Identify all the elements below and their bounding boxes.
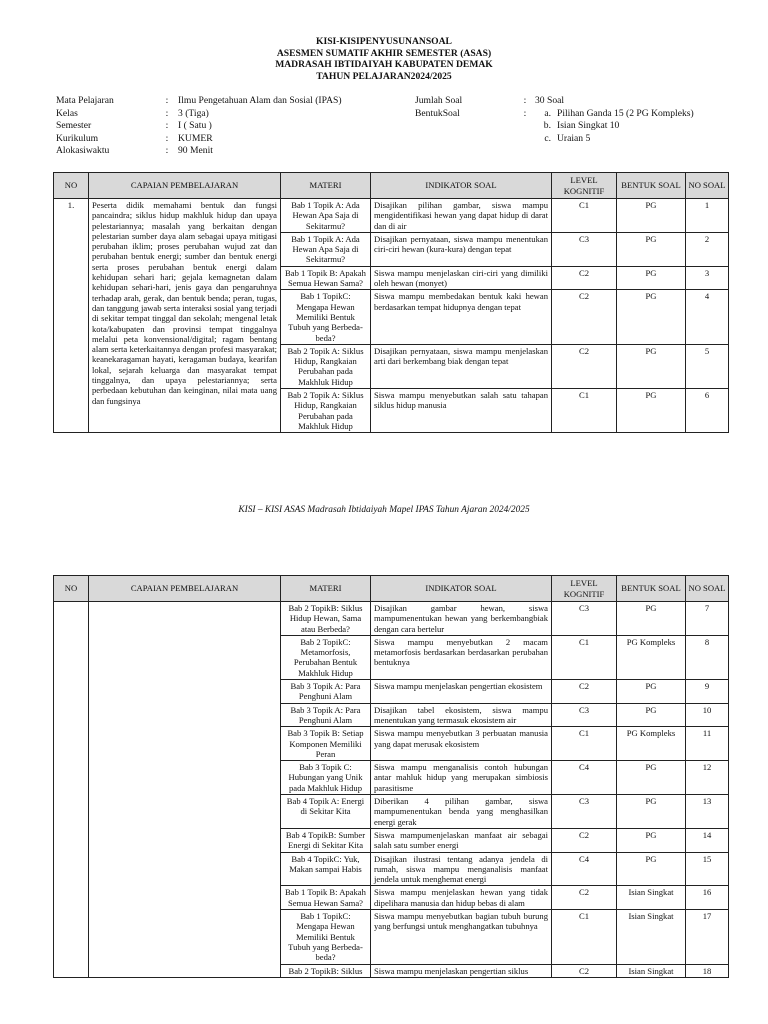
indikator-cell: Diberikan 4 pilihan gambar, siswa mampumenentukan benda yang menghasilkan energi gerak (371, 795, 552, 829)
title-line-3: MADRASAH IBTIDAIYAH KABUPATEN DEMAK (275, 59, 493, 70)
indikator-cell: Disajikan gambar hewan, siswa mampumenentukan hewan yang berkembangbiak dengan cara bertelur (371, 602, 552, 636)
materi-cell: Bab 2 TopikB: Siklus (281, 964, 371, 977)
materi-cell: Bab 2 TopikB: Siklus Hidup Hewan, Sama atau Berbeda? (281, 602, 371, 636)
meta-row (56, 95, 386, 108)
bentuk-cell: PG Kompleks (617, 727, 686, 761)
level-cell: C1 (552, 635, 617, 679)
meta-value: Isian Singkat 10 (557, 120, 620, 131)
level-cell: C2 (552, 344, 617, 388)
row-number-cell (54, 602, 89, 978)
page-footer-note: KISI – KISI ASAS Madrasah Ibtidaiyah Mapel IPAS Tahun Ajaran 2024/2025 (238, 505, 530, 515)
level-cell: C3 (552, 703, 617, 727)
indikator-cell: Disajikan tabel ekosistem, siswa mampu menentukan yang termasuk ekosistem air (371, 703, 552, 727)
meta-row (56, 145, 386, 158)
indikator-cell: Siswa mampu menyebutkan 3 perbuatan manusia yang dapat merusak ekosistem (371, 727, 552, 761)
bentuk-cell: PG (617, 199, 686, 233)
soal-number-cell: 3 (686, 266, 729, 290)
bentuk-cell: PG (617, 389, 686, 433)
materi-cell: Bab 1 TopikC: Mengapa Hewan Memiliki Bentuk Tubuh yang Berbeda-beda? (281, 910, 371, 964)
meta-value: Uraian 5 (557, 132, 591, 144)
document-header (0, 36, 768, 82)
meta-colon: : (165, 107, 169, 119)
title-line-1: KISI-KISIPENYUSUNANSOAL (316, 36, 452, 47)
bentuk-cell: PG (617, 290, 686, 344)
table-header-row (54, 173, 729, 199)
soal-number-cell: 1 (686, 199, 729, 233)
indikator-cell: Disajikan ilustrasi tentang adanya jendela di rumah, siswa mampu menganalisis manfaat jendela untuk menghemat energi (371, 852, 552, 886)
materi-cell: Bab 3 Topik B: Setiap Komponen Memiliki Peran (281, 727, 371, 761)
bentuk-cell: PG (617, 680, 686, 704)
capaian-cell (89, 602, 281, 978)
soal-number-cell: 15 (686, 852, 729, 886)
level-cell: C2 (552, 290, 617, 344)
meta-colon: : (523, 107, 527, 119)
indikator-cell: Siswa mampu menyebutkan salah satu tahapan siklus hidup manusia (371, 389, 552, 433)
materi-cell: Bab 2 TopikC: Metamorfosis, Perubahan Bentuk Makhluk Hidup (281, 635, 371, 679)
meta-row (415, 95, 735, 108)
bentuk-cell: PG (617, 828, 686, 852)
level-cell: C2 (552, 266, 617, 290)
meta-colon: : (165, 120, 169, 131)
materi-cell: Bab 1 Topik A: Ada Hewan Apa Saja di Sekitarmu? (281, 199, 371, 233)
level-cell: C4 (552, 852, 617, 886)
col-header-materi: MATERI (281, 173, 371, 199)
soal-number-cell: 17 (686, 910, 729, 964)
indikator-cell: Siswa mampu menganalisis contoh hubungan antar mahluk hidup yang merupakan simbiosis parasitisme (371, 761, 552, 795)
soal-number-cell: 8 (686, 635, 729, 679)
col-header-indikator: INDIKATOR SOAL (371, 173, 552, 199)
materi-cell: Bab 4 TopikB: Sumber Energi di Sekitar Kita (281, 828, 371, 852)
soal-number-cell: 4 (686, 290, 729, 344)
level-cell: C3 (552, 602, 617, 636)
indikator-cell: Disajikan pernyataan, siswa mampu menentukan ciri-ciri hewan (kura-kura) dengan tepat (371, 232, 552, 266)
bentuk-cell: Isian Singkat (617, 886, 686, 910)
col-header-no: NO (54, 173, 89, 199)
materi-cell: Bab 4 Topik A: Energi di Sekitar Kita (281, 795, 371, 829)
level-cell: C2 (552, 964, 617, 977)
indikator-cell: Siswa mampu menjelaskan hewan yang tidak dipelihara manusia dan hidup bebas di alam (371, 886, 552, 910)
meta-label: Alokasiwaktu (56, 145, 110, 156)
meta-label: Kelas (56, 107, 78, 119)
materi-cell: Bab 3 Topik A: Para Penghuni Alam (281, 703, 371, 727)
title-line-2: ASESMEN SUMATIF AKHIR SEMESTER (ASAS) (276, 47, 492, 59)
indikator-cell: Siswa mampu menyebutkan 2 macam metamorfosis berdasarkan berdasarkan perubahan bentuknya (371, 635, 552, 679)
bentuk-cell: PG (617, 344, 686, 388)
list-marker: c. (544, 132, 551, 144)
col-header-level: LEVEL KOGNITIF (552, 173, 617, 199)
table-row (54, 199, 729, 233)
col-header-capaian: CAPAIAN PEMBELAJARAN (89, 576, 281, 602)
level-cell: C2 (552, 828, 617, 852)
soal-number-cell: 9 (686, 680, 729, 704)
col-header-no-soal: NO SOAL (686, 173, 729, 199)
meta-colon: : (165, 145, 169, 156)
kisi-table-page-1 (53, 172, 729, 433)
materi-cell: Bab 3 Topik A: Para Penghuni Alam (281, 680, 371, 704)
materi-cell: Bab 1 Topik B: Apakah Semua Hewan Sama? (281, 886, 371, 910)
col-header-materi: MATERI (281, 576, 371, 602)
soal-number-cell: 10 (686, 703, 729, 727)
soal-number-cell: 5 (686, 344, 729, 388)
meta-value: 90 Menit (178, 145, 213, 156)
meta-label: Semester (56, 120, 92, 131)
list-marker: b. (543, 120, 551, 131)
level-cell: C2 (552, 886, 617, 910)
metadata-right (415, 95, 735, 145)
meta-label: BentukSoal (415, 107, 460, 119)
meta-value: 30 Soal (535, 95, 565, 106)
capaian-cell: Peserta didik memahami bentuk dan fungsi pancaindra; siklus hidup makhluk hidup dan upaya pelestariannya; masalah yang berkaitan dengan pelestarian sumber daya alam sebagai upaya mitigasi perubahan iklim; proses perubahan wujud zat dan perubahan bentuk energi; sumber dan bentuk energi serta proses perubahan bentuk energi dalam kehidupan sehari hari; gejala kemagnetan dalam kehidupan sehari-hari, jenis gaya dan pengaruhnya terhadap arah, gerak, dan bentuk benda; peran, tugas, dan tanggung jawab serta interaksi sosial yang terjadi di sekitar tempat tinggal dan sekolah; mengenal letak kota/kabupaten dan provinsi tempat tinggalnya melalui peta konvensional/digital; ragam bentang alam serta keterkaitannya dengan profesi masyarakat; keanekaragaman hayati, keragaman budaya, kearifan lokal, sejarah keluarga dan masyarakat tempat tinggalnya, dan upaya pelestariannya; serta perbedaan kebutuhan dan keinginan, nilai mata uang dan fungsinya (89, 199, 281, 433)
level-cell: C4 (552, 761, 617, 795)
col-header-bentuk: BENTUK SOAL (617, 576, 686, 602)
level-cell: C1 (552, 910, 617, 964)
table-row (54, 602, 729, 636)
soal-number-cell: 6 (686, 389, 729, 433)
bentuk-cell: PG (617, 703, 686, 727)
meta-label: Mata Pelajaran (56, 95, 114, 106)
soal-number-cell: 11 (686, 727, 729, 761)
meta-value: KUMER (178, 132, 213, 144)
materi-cell: Bab 3 Topik C: Hubungan yang Unik pada Makhluk Hidup (281, 761, 371, 795)
level-cell: C3 (552, 232, 617, 266)
bentuk-cell: PG (617, 232, 686, 266)
bentuk-cell: PG (617, 602, 686, 636)
soal-number-cell: 16 (686, 886, 729, 910)
materi-cell: Bab 1 Topik B: Apakah Semua Hewan Sama? (281, 266, 371, 290)
col-header-bentuk: BENTUK SOAL (617, 173, 686, 199)
bentuk-cell: Isian Singkat (617, 964, 686, 977)
indikator-cell: Siswa mampu menyebutkan bagian tubuh burung yang berfungsi untuk menghangatkan tubuhnya (371, 910, 552, 964)
meta-row (56, 133, 386, 146)
bentuk-cell: PG (617, 795, 686, 829)
indikator-cell: Disajikan pernyataan, siswa mampu menjelaskan arti dari berkembang biak dengan tepat (371, 344, 552, 388)
meta-label: Kurikulum (56, 132, 99, 144)
indikator-cell: Siswa mampu membedakan bentuk kaki hewan berdasarkan tempat hidupnya dengan tepat (371, 290, 552, 344)
bentuk-cell: PG Kompleks (617, 635, 686, 679)
col-header-no-soal: NO SOAL (686, 576, 729, 602)
meta-colon: : (165, 95, 169, 106)
meta-row (415, 120, 735, 133)
meta-value: I ( Satu ) (178, 120, 212, 131)
col-header-indikator: INDIKATOR SOAL (371, 576, 552, 602)
soal-number-cell: 18 (686, 964, 729, 977)
soal-number-cell: 12 (686, 761, 729, 795)
meta-label: Jumlah Soal (415, 95, 463, 106)
col-header-level: LEVEL KOGNITIF (552, 576, 617, 602)
indikator-cell: Siswa mampu menjelaskan pengertian siklus (371, 964, 552, 977)
level-cell: C2 (552, 680, 617, 704)
materi-cell: Bab 1 TopikC: Mengapa Hewan Memiliki Bentuk Tubuh yang Berbeda-beda? (281, 290, 371, 344)
bentuk-cell: PG (617, 761, 686, 795)
soal-number-cell: 14 (686, 828, 729, 852)
indikator-cell: Siswa mampu menjelaskan ciri-ciri yang dimiliki oleh hewan (monyet) (371, 266, 552, 290)
meta-colon: : (165, 132, 169, 144)
meta-value: 3 (Tiga) (178, 107, 209, 119)
materi-cell: Bab 2 Topik A: Siklus Hidup, Rangkaian Perubahan pada Makhluk Hidup (281, 389, 371, 433)
bentuk-cell: Isian Singkat (617, 910, 686, 964)
level-cell: C1 (552, 389, 617, 433)
table-header-row (54, 576, 729, 602)
bentuk-cell: PG (617, 266, 686, 290)
indikator-cell: Siswa mampumenjelaskan manfaat air sebagai salah satu sumber energi (371, 828, 552, 852)
indikator-cell: Siswa mampu menjelaskan pengertian ekosistem (371, 680, 552, 704)
row-number-cell: 1. (54, 199, 89, 433)
materi-cell: Bab 4 TopikC: Yuk, Makan sampai Habis (281, 852, 371, 886)
metadata-block (56, 95, 736, 157)
materi-cell: Bab 2 Topik A: Siklus Hidup, Rangkaian Perubahan pada Makhluk Hidup (281, 344, 371, 388)
kisi-table-page-2 (53, 575, 729, 978)
title-line-4: TAHUN PELAJARAN2024/2025 (316, 70, 452, 82)
col-header-capaian: CAPAIAN PEMBELAJARAN (89, 173, 281, 199)
meta-row (415, 108, 735, 121)
meta-value: Ilmu Pengetahuan Alam dan Sosial (IPAS) (178, 95, 342, 106)
soal-number-cell: 2 (686, 232, 729, 266)
meta-value: Pilihan Ganda 15 (2 PG Kompleks) (557, 107, 694, 119)
list-marker: a. (544, 107, 551, 119)
indikator-cell: Disajikan pilihan gambar, siswa mampu mengidentifikasi hewan yang dapat hidup di darat dan di air (371, 199, 552, 233)
col-header-no: NO (54, 576, 89, 602)
metadata-left (56, 95, 386, 158)
level-cell: C1 (552, 199, 617, 233)
level-cell: C1 (552, 727, 617, 761)
materi-cell: Bab 1 Topik A: Ada Hewan Apa Saja di Sekitarmu? (281, 232, 371, 266)
meta-row (56, 108, 386, 121)
level-cell: C3 (552, 795, 617, 829)
soal-number-cell: 7 (686, 602, 729, 636)
bentuk-cell: PG (617, 852, 686, 886)
meta-colon: : (523, 95, 527, 106)
soal-number-cell: 13 (686, 795, 729, 829)
meta-row (56, 120, 386, 133)
meta-row (415, 133, 735, 146)
